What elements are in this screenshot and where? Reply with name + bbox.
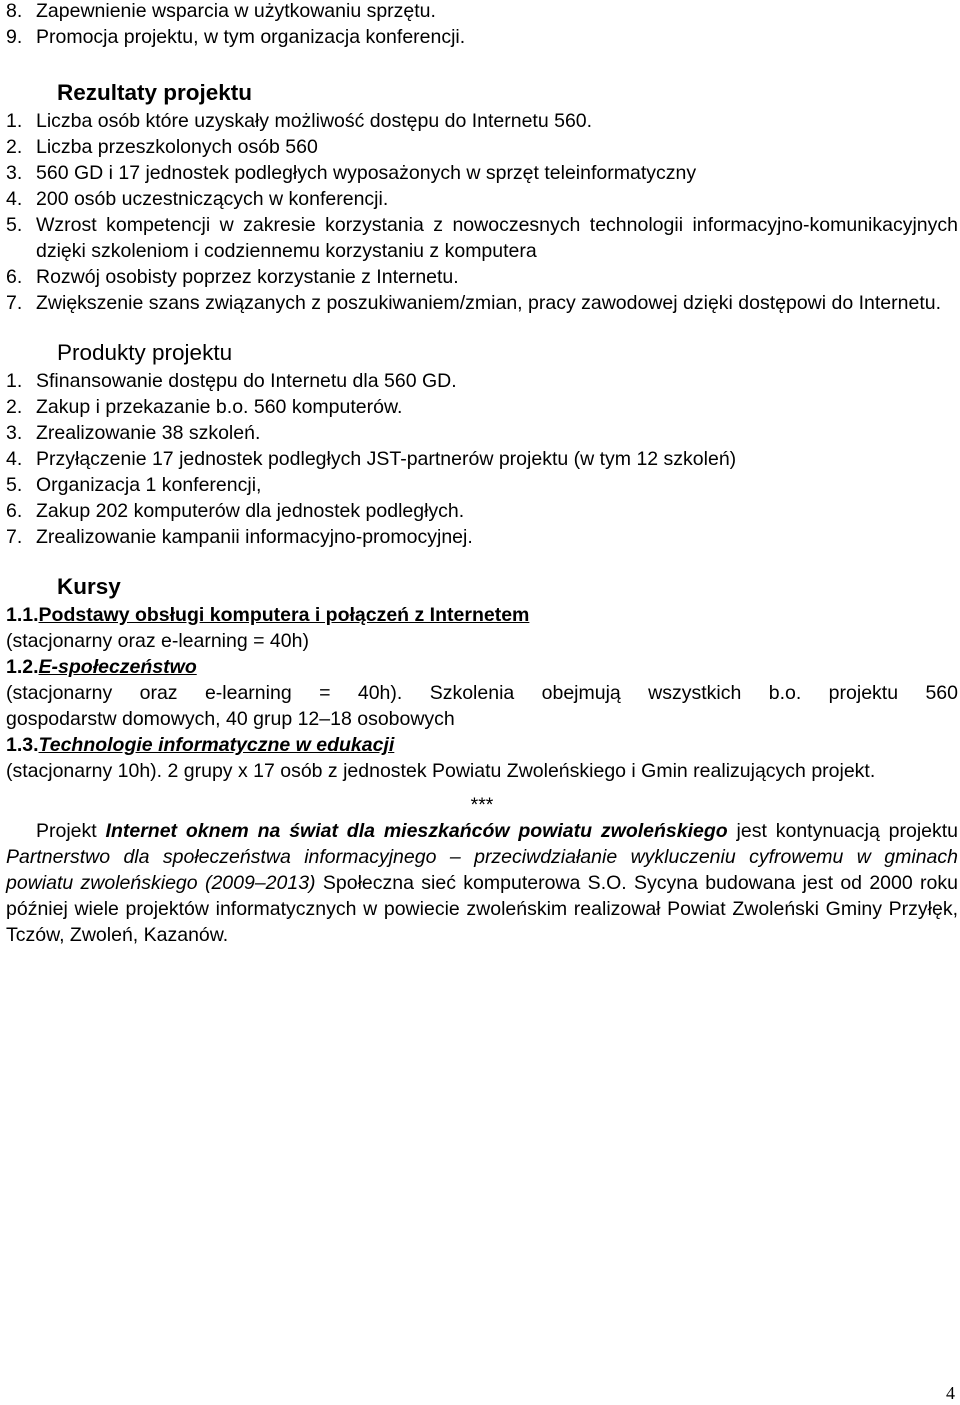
- item-text: Zwiększenie szans związanych z poszukiwaniem/zmian, pracy zawodowej dzięki dostępowi do Internetu.: [36, 292, 942, 314]
- list-item: [6, 420, 958, 446]
- course-title: [6, 602, 958, 628]
- list-item: [6, 24, 958, 50]
- courses-heading: Kursy: [57, 574, 121, 599]
- item-text: Organizacja 1 konferencji,: [36, 474, 262, 496]
- course-title: [6, 732, 958, 758]
- item-number: 5.: [6, 214, 23, 236]
- closing-text: Społeczna sieć komputerowa S.O. Sycyna budowana jest od 2000 roku później wiele projektów informatycznych w powiecie zwoleńskim realizował Powiat Zwoleński Gminy Przyłęk, Tczów, Zwoleń, Kazanów.: [6, 872, 958, 946]
- page-content: [6, 0, 958, 948]
- course-name: E-społeczeństwo: [38, 656, 197, 678]
- course-number: 1.3.: [6, 734, 39, 756]
- closing-text: Projekt: [36, 820, 106, 842]
- products-heading: Produkty projektu: [57, 340, 233, 365]
- item-text: 200 osób uczestniczących w konferencji.: [36, 188, 389, 210]
- results-heading: Rezultaty projektu: [57, 80, 253, 105]
- list-item: [6, 498, 958, 524]
- course-description: (stacjonarny 10h). 2 grupy x 17 osób z jednostek Powiatu Zwoleńskiego i Gmin realizujących projekt.: [6, 760, 876, 782]
- item-number: 7.: [6, 526, 23, 548]
- item-text: Sfinansowanie dostępu do Internetu dla 560 GD.: [36, 370, 457, 392]
- item-text: Zrealizowanie kampanii informacyjno-promocyjnej.: [36, 526, 473, 548]
- item-number: 9.: [6, 26, 23, 48]
- item-number: 2.: [6, 136, 23, 158]
- project-name: Internet oknem na świat dla mieszkańców powiatu zwoleńskiego: [105, 820, 728, 842]
- list-item: [6, 0, 958, 24]
- item-number: 8.: [6, 0, 23, 22]
- item-text: Liczba osób które uzyskały możliwość dostępu do Internetu 560.: [36, 110, 593, 132]
- course-name: Podstawy obsługi komputera i połączeń z Internetem: [38, 604, 530, 626]
- item-text: Wzrost kompetencji w zakresie korzystania z nowoczesnych technologii informacyjno-komunikacyjnych dzięki szkoleniom i codziennemu korzystaniu z komputera: [36, 214, 958, 262]
- item-number: 3.: [6, 162, 23, 184]
- list-item: [6, 446, 958, 472]
- closing-paragraph: [6, 818, 958, 948]
- course-number: 1.2.: [6, 656, 39, 678]
- products-list: [6, 368, 958, 550]
- spacer: [6, 784, 958, 792]
- list-item: [6, 394, 958, 420]
- item-text: Zakup i przekazanie b.o. 560 komputerów.: [36, 396, 403, 418]
- item-number: 3.: [6, 422, 23, 444]
- list-item: [6, 290, 958, 316]
- item-text: Promocja projektu, w tym organizacja konferencji.: [36, 26, 466, 48]
- list-item: [6, 264, 958, 290]
- item-number: 2.: [6, 396, 23, 418]
- list-item: [6, 472, 958, 498]
- closing-text: jest kontynuacją projektu: [727, 820, 959, 842]
- previous-project-name: Partnerstwo dla społeczeństwa informacyjnego – przeciwdziałanie wykluczeniu cyfrowemu w gminach powiatu zwoleńskiego (2009–2013): [6, 846, 958, 894]
- course-title: [6, 654, 958, 680]
- item-number: 7.: [6, 292, 23, 314]
- item-number: 1.: [6, 370, 23, 392]
- list-item: [6, 524, 958, 550]
- spacer: [6, 316, 958, 338]
- course-description: (stacjonarny oraz e-learning = 40h): [6, 630, 309, 652]
- courses-section: [6, 602, 958, 784]
- item-number: 6.: [6, 500, 23, 522]
- results-list: [6, 108, 958, 316]
- course-number: 1.1.: [6, 604, 39, 626]
- list-item: [6, 368, 958, 394]
- item-text: Liczba przeszkolonych osób 560: [36, 136, 318, 158]
- item-text: Przyłączenie 17 jednostek podległych JST-partnerów projektu (w tym 12 szkoleń): [36, 448, 737, 470]
- item-text: Rozwój osobisty poprzez korzystanie z Internetu.: [36, 266, 459, 288]
- list-item: [6, 212, 958, 264]
- item-number: 5.: [6, 474, 23, 496]
- list-item: [6, 134, 958, 160]
- item-number: 4.: [6, 188, 23, 210]
- course-name: Technologie informatyczne w edukacji: [38, 734, 395, 756]
- item-number: 4.: [6, 448, 23, 470]
- item-text: Zrealizowanie 38 szkoleń.: [36, 422, 261, 444]
- item-text: Zakup 202 komputerów dla jednostek podległych.: [36, 500, 465, 522]
- course-description: (stacjonarny oraz e-learning = 40h). Szkolenia obejmują wszystkich b.o. projektu 560: [6, 682, 958, 704]
- intro-list: [6, 0, 958, 50]
- separator: ***: [470, 794, 494, 816]
- item-number: 1.: [6, 110, 23, 132]
- item-text: 560 GD i 17 jednostek podległych wyposażonych w sprzęt teleinformatyczny: [36, 162, 697, 184]
- list-item: [6, 160, 958, 186]
- page-number: 4: [946, 1383, 955, 1403]
- list-item: [6, 108, 958, 134]
- course-description: gospodarstw domowych, 40 grup 12–18 osobowych: [6, 708, 455, 730]
- spacer: [6, 50, 958, 78]
- item-number: 6.: [6, 266, 23, 288]
- item-text: Zapewnienie wsparcia w użytkowaniu sprzętu.: [36, 0, 436, 22]
- list-item: [6, 186, 958, 212]
- spacer: [6, 550, 958, 572]
